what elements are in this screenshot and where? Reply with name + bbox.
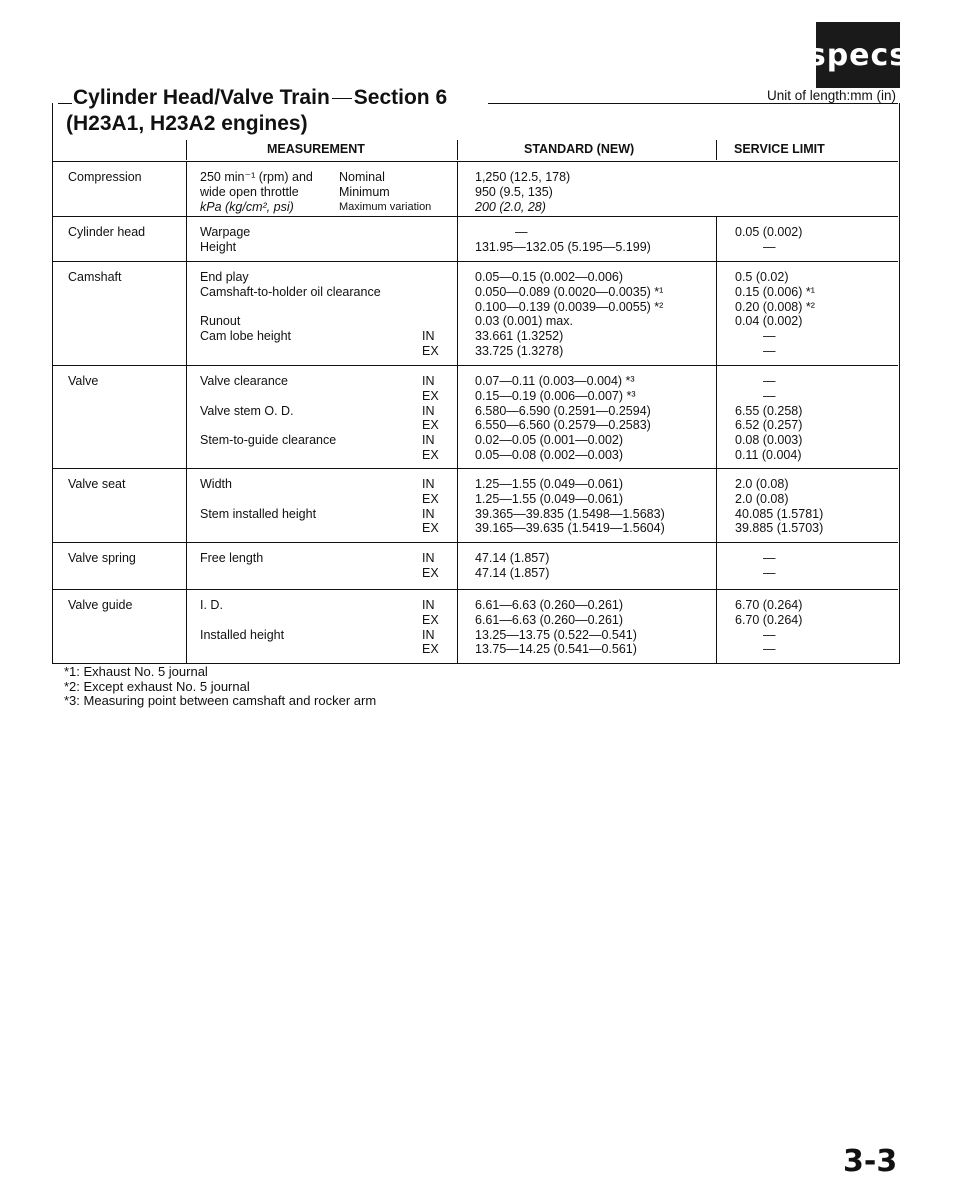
col-divider — [186, 217, 187, 261]
limit-line: — — [763, 329, 776, 344]
limit-line: 0.20 (0.008) *² — [735, 299, 815, 314]
standard-line: 1,250 (12.5, 178) — [475, 170, 571, 184]
row-standard — [475, 477, 665, 536]
standard-line: 0.05—0.15 (0.002—0.006) — [475, 270, 624, 284]
limit-line: 0.08 (0.003) — [735, 433, 803, 448]
meas-line — [200, 492, 316, 507]
inex-line: IN — [422, 374, 435, 388]
row-measurement — [200, 551, 263, 581]
row-item: Valve — [68, 374, 99, 388]
col-divider — [716, 366, 717, 468]
standard-line: 13.25—13.75 (0.522—0.541) — [475, 627, 637, 642]
col-divider — [457, 217, 458, 261]
limit-line: 0.05 (0.002) — [735, 225, 803, 239]
standard-line: 6.580—6.590 (0.2591—0.2594) — [475, 403, 651, 418]
limit-line: — — [763, 374, 776, 388]
row-service-limit — [735, 551, 776, 581]
meas-line — [200, 448, 336, 463]
meas-line: Installed height — [200, 627, 285, 642]
meas-line — [200, 389, 336, 404]
meas-line — [200, 613, 284, 628]
meas-line — [200, 418, 336, 433]
row-item: Valve seat — [68, 477, 126, 491]
inex-line — [422, 300, 439, 315]
limit-line: 6.52 (0.257) — [735, 418, 803, 433]
limit-line: 2.0 (0.08) — [735, 491, 789, 506]
standard-line: 200 (2.0, 28) — [475, 199, 546, 214]
col-divider — [186, 162, 187, 216]
standard-line: 1.25—1.55 (0.049—0.061) — [475, 477, 624, 491]
row-measurement — [200, 225, 250, 255]
row-measurement — [200, 374, 336, 463]
inex-line — [422, 270, 439, 285]
inex-line: EX — [422, 565, 439, 580]
row-condition — [339, 170, 431, 214]
inex-line: EX — [422, 491, 439, 506]
row-measurement — [200, 598, 284, 657]
row-standard — [475, 374, 651, 463]
title-dash — [332, 98, 352, 99]
condition-line: Maximum variation — [339, 200, 432, 213]
row-in-ex — [422, 270, 439, 359]
row-item: Camshaft — [68, 270, 122, 284]
footnote: *3: Measuring point between camshaft and rocker arm — [64, 693, 377, 708]
inex-line: EX — [422, 388, 439, 403]
standard-line: 47.14 (1.857) — [475, 551, 550, 565]
condition-line: Nominal — [339, 170, 385, 184]
meas-line: kPa (kg/cm², psi) — [200, 199, 294, 214]
col-divider — [716, 262, 717, 365]
table-row-cylinder-head — [52, 217, 898, 262]
row-in-ex — [422, 374, 439, 463]
limit-line: — — [763, 551, 776, 565]
row-service-limit — [735, 598, 802, 657]
standard-line: 39.365—39.835 (1.5498—1.5683) — [475, 506, 665, 521]
row-item: Cylinder head — [68, 225, 146, 239]
standard-line: 6.550—6.560 (0.2579—0.2583) — [475, 418, 651, 433]
limit-line: 39.885 (1.5703) — [735, 521, 824, 536]
row-service-limit — [735, 477, 823, 536]
limit-line: 6.55 (0.258) — [735, 403, 803, 418]
header-service-limit: SERVICE LIMIT — [734, 142, 825, 156]
inex-line: IN — [422, 329, 435, 344]
limit-line: — — [763, 565, 776, 580]
standard-line: 33.725 (1.3278) — [475, 343, 564, 358]
limit-line: 2.0 (0.08) — [735, 477, 789, 491]
meas-line: Free length — [200, 551, 264, 565]
meas-line: Stem installed height — [200, 506, 317, 521]
header-measurement: MEASUREMENT — [267, 142, 365, 156]
footnote: *1: Exhaust No. 5 journal — [64, 664, 208, 679]
meas-line — [200, 300, 381, 315]
table-row-camshaft — [52, 262, 898, 366]
table-row-compression — [52, 162, 898, 217]
limit-line: 40.085 (1.5781) — [735, 506, 824, 521]
standard-line: 47.14 (1.857) — [475, 565, 550, 580]
meas-line: End play — [200, 270, 249, 284]
limit-line: — — [763, 642, 776, 657]
col-divider — [186, 469, 187, 542]
specs-badge: specs — [816, 22, 900, 88]
standard-line: 0.05—0.08 (0.002—0.003) — [475, 447, 624, 462]
standard-line: 6.61—6.63 (0.260—0.261) — [475, 598, 624, 612]
row-item: Valve spring — [68, 551, 136, 565]
meas-line: Warpage — [200, 225, 251, 239]
footnotes — [64, 665, 376, 709]
row-service-limit — [735, 374, 802, 463]
inex-line — [422, 285, 439, 300]
inex-line: IN — [422, 433, 435, 448]
limit-line: — — [763, 239, 776, 254]
col-divider — [457, 590, 458, 663]
limit-line: — — [763, 343, 776, 358]
inex-line: EX — [422, 521, 439, 536]
standard-line: 1.25—1.55 (0.049—0.061) — [475, 491, 624, 506]
row-standard — [475, 225, 651, 255]
col-divider — [716, 590, 717, 663]
meas-line: Camshaft-to-holder oil clearance — [200, 284, 381, 299]
col-divider — [457, 543, 458, 589]
inex-line: EX — [422, 418, 439, 433]
col-divider — [186, 366, 187, 468]
inex-line: EX — [422, 612, 439, 627]
table-row-valve-spring — [52, 543, 898, 590]
meas-line: Cam lobe height — [200, 329, 292, 344]
table-row-valve — [52, 366, 898, 469]
standard-line: — — [515, 225, 528, 239]
col-divider — [457, 162, 458, 216]
row-standard — [475, 270, 663, 359]
col-divider — [186, 543, 187, 589]
meas-line: Width — [200, 477, 232, 491]
row-standard — [475, 551, 549, 581]
col-divider — [716, 217, 717, 261]
title-section: Section 6 — [353, 86, 448, 109]
meas-line — [200, 566, 263, 581]
header-divider — [716, 140, 717, 160]
col-divider — [186, 590, 187, 663]
inex-line: IN — [422, 506, 435, 521]
row-standard — [475, 598, 637, 657]
page-subtitle: (H23A1, H23A2 engines) — [66, 112, 308, 135]
inex-line: IN — [422, 598, 435, 612]
meas-line — [200, 642, 284, 657]
row-measurement — [200, 270, 381, 359]
standard-line: 33.661 (1.3252) — [475, 329, 564, 344]
header-divider — [457, 140, 458, 160]
title-line1: Cylinder Head/Valve Train — [73, 86, 330, 109]
header-standard: STANDARD (NEW) — [524, 142, 635, 156]
footnote: *2: Except exhaust No. 5 journal — [64, 678, 250, 694]
standard-line: 0.03 (0.001) max. — [475, 314, 573, 329]
row-in-ex — [422, 477, 439, 536]
col-divider — [457, 469, 458, 542]
standard-line: 131.95—132.05 (5.195—5.199) — [475, 239, 651, 254]
col-divider — [186, 262, 187, 365]
meas-line: Stem-to-guide clearance — [200, 433, 337, 448]
standard-line: 0.02—0.05 (0.001—0.002) — [475, 433, 624, 448]
table-row-valve-seat — [52, 469, 898, 543]
col-divider — [716, 543, 717, 589]
standard-line: 0.15—0.19 (0.006—0.007) *³ — [475, 388, 636, 403]
condition-line: Minimum — [339, 184, 390, 199]
row-standard — [475, 170, 570, 214]
standard-line: 950 (9.5, 135) — [475, 184, 553, 199]
meas-line: wide open throttle — [200, 184, 299, 199]
table-row-valve-guide — [52, 590, 898, 663]
meas-line: Height — [200, 239, 237, 254]
limit-line: 0.15 (0.006) *¹ — [735, 284, 815, 299]
unit-of-length: Unit of length:mm (in) — [766, 88, 896, 103]
standard-line: 13.75—14.25 (0.541—0.561) — [475, 642, 637, 657]
limit-line: 0.5 (0.02) — [735, 270, 789, 284]
row-service-limit — [735, 270, 815, 359]
inex-line: IN — [422, 477, 435, 491]
page-number: 3-3 — [843, 1144, 898, 1179]
standard-line: 0.100—0.139 (0.0039—0.0055) *² — [475, 299, 664, 314]
meas-line: 250 min⁻¹ (rpm) and — [200, 170, 313, 184]
standard-line: 0.07—0.11 (0.003—0.004) *³ — [475, 374, 635, 388]
inex-line: IN — [422, 627, 435, 642]
inex-line — [422, 314, 439, 329]
limit-line: 6.70 (0.264) — [735, 612, 803, 627]
meas-line — [200, 344, 381, 359]
header-divider — [186, 140, 187, 160]
row-in-ex — [422, 551, 439, 581]
row-in-ex — [422, 598, 439, 657]
col-divider — [716, 469, 717, 542]
limit-line: 0.11 (0.004) — [735, 447, 802, 462]
meas-line: Valve clearance — [200, 374, 289, 388]
limit-line: — — [763, 627, 776, 642]
row-item: Compression — [68, 170, 142, 184]
limit-line: 0.04 (0.002) — [735, 314, 803, 329]
row-measurement — [200, 477, 316, 536]
col-divider — [457, 262, 458, 365]
row-service-limit — [735, 225, 802, 255]
inex-line: IN — [422, 403, 435, 418]
col-divider — [457, 366, 458, 468]
meas-line: Runout — [200, 314, 241, 329]
meas-line: Valve stem O. D. — [200, 403, 294, 418]
standard-line: 39.165—39.635 (1.5419—1.5604) — [475, 521, 665, 536]
row-measurement — [200, 170, 313, 214]
limit-line: — — [763, 388, 776, 403]
standard-line: 0.050—0.089 (0.0020—0.0035) *¹ — [475, 284, 664, 299]
inex-line: EX — [422, 343, 439, 358]
inex-line: EX — [422, 642, 439, 657]
standard-line: 6.61—6.63 (0.260—0.261) — [475, 612, 624, 627]
meas-line: I. D. — [200, 598, 223, 612]
meas-line — [200, 521, 316, 536]
limit-line: 6.70 (0.264) — [735, 598, 803, 612]
page-title — [73, 86, 447, 110]
row-item: Valve guide — [68, 598, 133, 612]
inex-line: EX — [422, 447, 439, 462]
inex-line: IN — [422, 551, 435, 565]
